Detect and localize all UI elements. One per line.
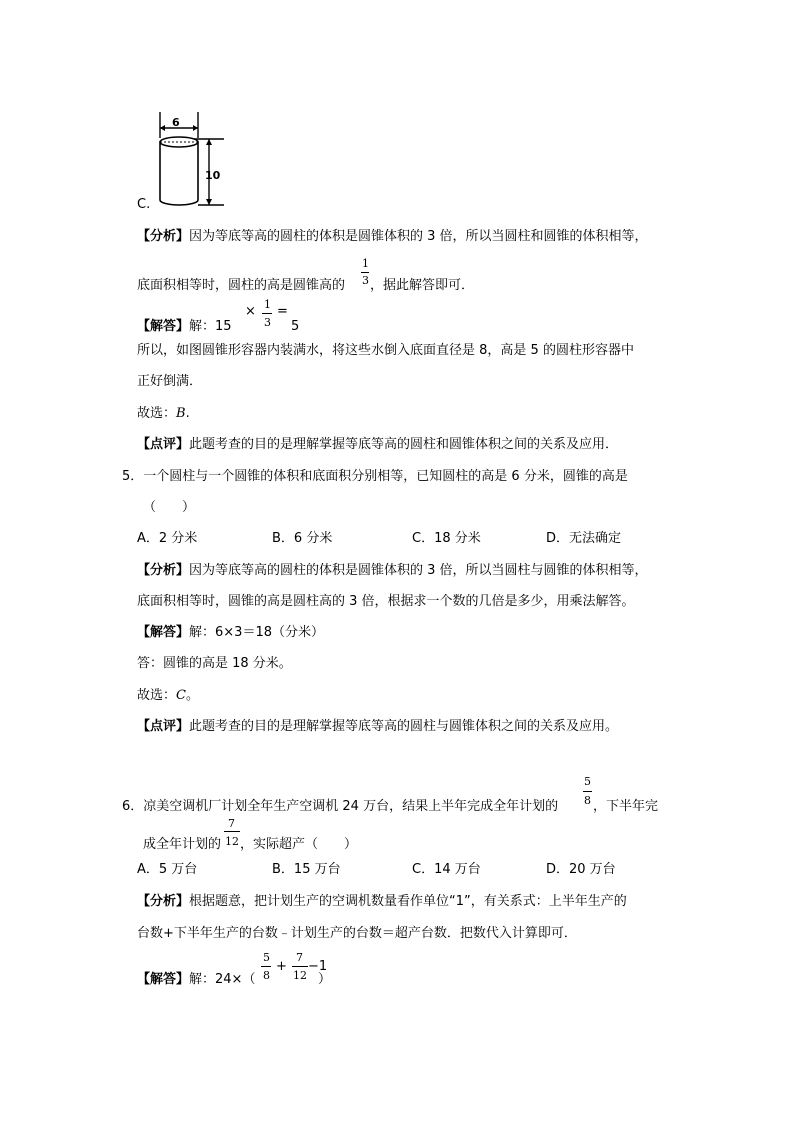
q6-sol-frac1-num: 5 [263, 951, 270, 964]
q6-frac2-den: 12 [225, 835, 239, 848]
question-text: 一个圆柱与一个圆锥的体积和底面积分别相等，已知圆柱的高是 6 分米，圆锥的高是 [143, 469, 628, 484]
q6-sol-frac2-den: 12 [293, 969, 307, 982]
q4-conclusion-line1: 所以，如图圆锥形容器内装满水，将这些水倒入底面直径是 8，高是 5 的圆柱形容器中 [137, 343, 634, 358]
comment-text: 此题考查的目的是理解掌握等底等高的圆柱与圆锥体积之间的关系及应用。 [189, 719, 619, 734]
q5-option-c: C．18 分米 [412, 531, 481, 546]
q6-question-line1a [122, 799, 558, 815]
cylinder-bottom-arc [160, 200, 198, 205]
q4-result: 5 [291, 319, 300, 334]
q4-frac-bar [361, 272, 369, 273]
q6-option-a: A．5 万台 [137, 862, 198, 877]
q5-choice [137, 688, 199, 704]
choice-prefix: 故选： [137, 406, 177, 421]
q6-question-line2b: ，实际超产（ ） [240, 837, 358, 852]
choice-letter: B [176, 406, 186, 421]
q6-frac1-num: 5 [584, 775, 591, 788]
analysis-text: 根据题意，把计划生产的空调机数量看作单位“1”，有关系式：上半年生产的 [189, 894, 627, 909]
analysis-text: 因为等底等高的圆柱的体积是圆锥体积的 3 倍，所以当圆柱与圆锥的体积相等， [189, 563, 648, 578]
q6-option-d: D．20 万台 [546, 862, 616, 877]
solution-tag: 【解答】 [137, 319, 190, 334]
q6-sol-frac1-den: 8 [263, 969, 270, 982]
q5-option-d: D．无法确定 [546, 531, 622, 546]
q4-choice [137, 406, 190, 422]
q6-analysis-line2: 台数+下半年生产的台数﹣计划生产的台数＝超产台数．把数代入计算即可． [137, 926, 577, 941]
q4-conclusion-line2: 正好倒满． [137, 374, 203, 389]
option-c-label: C. [137, 197, 151, 212]
solution-tag: 【解答】 [137, 972, 190, 987]
q6-frac1-bar [583, 791, 592, 792]
diameter-arrow-left-head [160, 125, 165, 131]
analysis-tag: 【分析】 [137, 229, 190, 244]
question-number: 6． [122, 799, 144, 814]
q6-sol-minus-one: −1 [308, 959, 328, 974]
choice-suffix: 。 [185, 688, 199, 703]
question-number: 5． [122, 469, 144, 484]
q6-analysis-line1 [137, 894, 627, 910]
choice-suffix: . [185, 406, 190, 421]
height-arrow-bottom-head [206, 199, 212, 205]
analysis-text: 因为等底等高的圆柱的体积是圆锥体积的 3 倍，所以当圆柱和圆锥的体积相等， [189, 229, 648, 244]
q4-sol-frac-num: 1 [264, 298, 271, 311]
q5-answer: 答：圆锥的高是 18 分米。 [137, 656, 292, 671]
q5-solution [137, 625, 324, 641]
comment-tag: 【点评】 [137, 437, 190, 452]
q6-sol-frac1-bar [261, 966, 271, 967]
analysis-tag: 【分析】 [137, 894, 190, 909]
solution-tag: 【解答】 [137, 625, 190, 640]
q4-analysis-line2b: ，据此解答即可． [370, 278, 475, 293]
choice-letter: C [176, 688, 186, 703]
solution-text: 解：15 [189, 319, 232, 334]
q6-frac2-num: 7 [228, 817, 235, 830]
q6-question-line2a: 成全年计划的 [143, 837, 222, 852]
q6-frac1-den: 8 [584, 794, 591, 807]
q6-sol-plus: + [276, 959, 287, 974]
q5-question-line1 [122, 469, 628, 485]
q5-analysis-line2: 底面积相等时，圆锥的高是圆柱高的 3 倍，根据求一个数的几倍是多少，用乘法解答。 [137, 594, 635, 609]
q4-frac-den: 3 [362, 274, 369, 287]
q5-comment [137, 719, 618, 735]
analysis-tag: 【分析】 [137, 563, 190, 578]
q5-option-a: A．2 分米 [137, 531, 198, 546]
height-label: 10 [205, 169, 221, 182]
comment-text: 此题考查的目的是理解掌握等底等高的圆柱和圆锥体积之间的关系及应用． [189, 437, 619, 452]
q5-option-b: B．6 分米 [272, 531, 333, 546]
q6-frac2-bar [224, 831, 240, 832]
question-text: 凉美空调机厂计划全年生产空调机 24 万台，结果上半年完成全年计划的 [143, 799, 559, 814]
q4-analysis-line1 [137, 229, 648, 245]
q4-sol-frac-den: 3 [264, 316, 271, 329]
comment-tag: 【点评】 [137, 719, 190, 734]
q4-equals: = [277, 304, 288, 319]
solution-text: 解：6×3＝18（分米） [189, 625, 324, 640]
q4-solution [137, 319, 232, 335]
q6-option-b: B．15 万台 [272, 862, 341, 877]
choice-prefix: 故选： [137, 688, 177, 703]
q6-sol-frac2-bar [292, 966, 308, 967]
q6-question-line1b: ，下半年完 [593, 799, 659, 814]
q6-solution [137, 972, 255, 988]
solution-text: 解：24×（ [189, 972, 256, 987]
diameter-arrow-right-head [193, 125, 198, 131]
q4-times: × [245, 304, 256, 319]
q6-sol-frac2-num: 7 [296, 951, 303, 964]
q5-analysis-line1 [137, 563, 648, 579]
diameter-label: 6 [172, 116, 180, 129]
cylinder-figure [150, 108, 230, 210]
q6-option-c: C．14 万台 [412, 862, 481, 877]
q5-blank: （ ） [143, 500, 196, 515]
q4-analysis-line2a: 底面积相等时，圆柱的高是圆锥高的 [137, 278, 346, 293]
q4-sol-frac-bar [262, 313, 272, 314]
q4-comment [137, 437, 618, 453]
height-arrow-top-head [206, 139, 212, 145]
q6-sol-close: ） [318, 972, 332, 987]
q4-frac-num: 1 [362, 257, 369, 270]
